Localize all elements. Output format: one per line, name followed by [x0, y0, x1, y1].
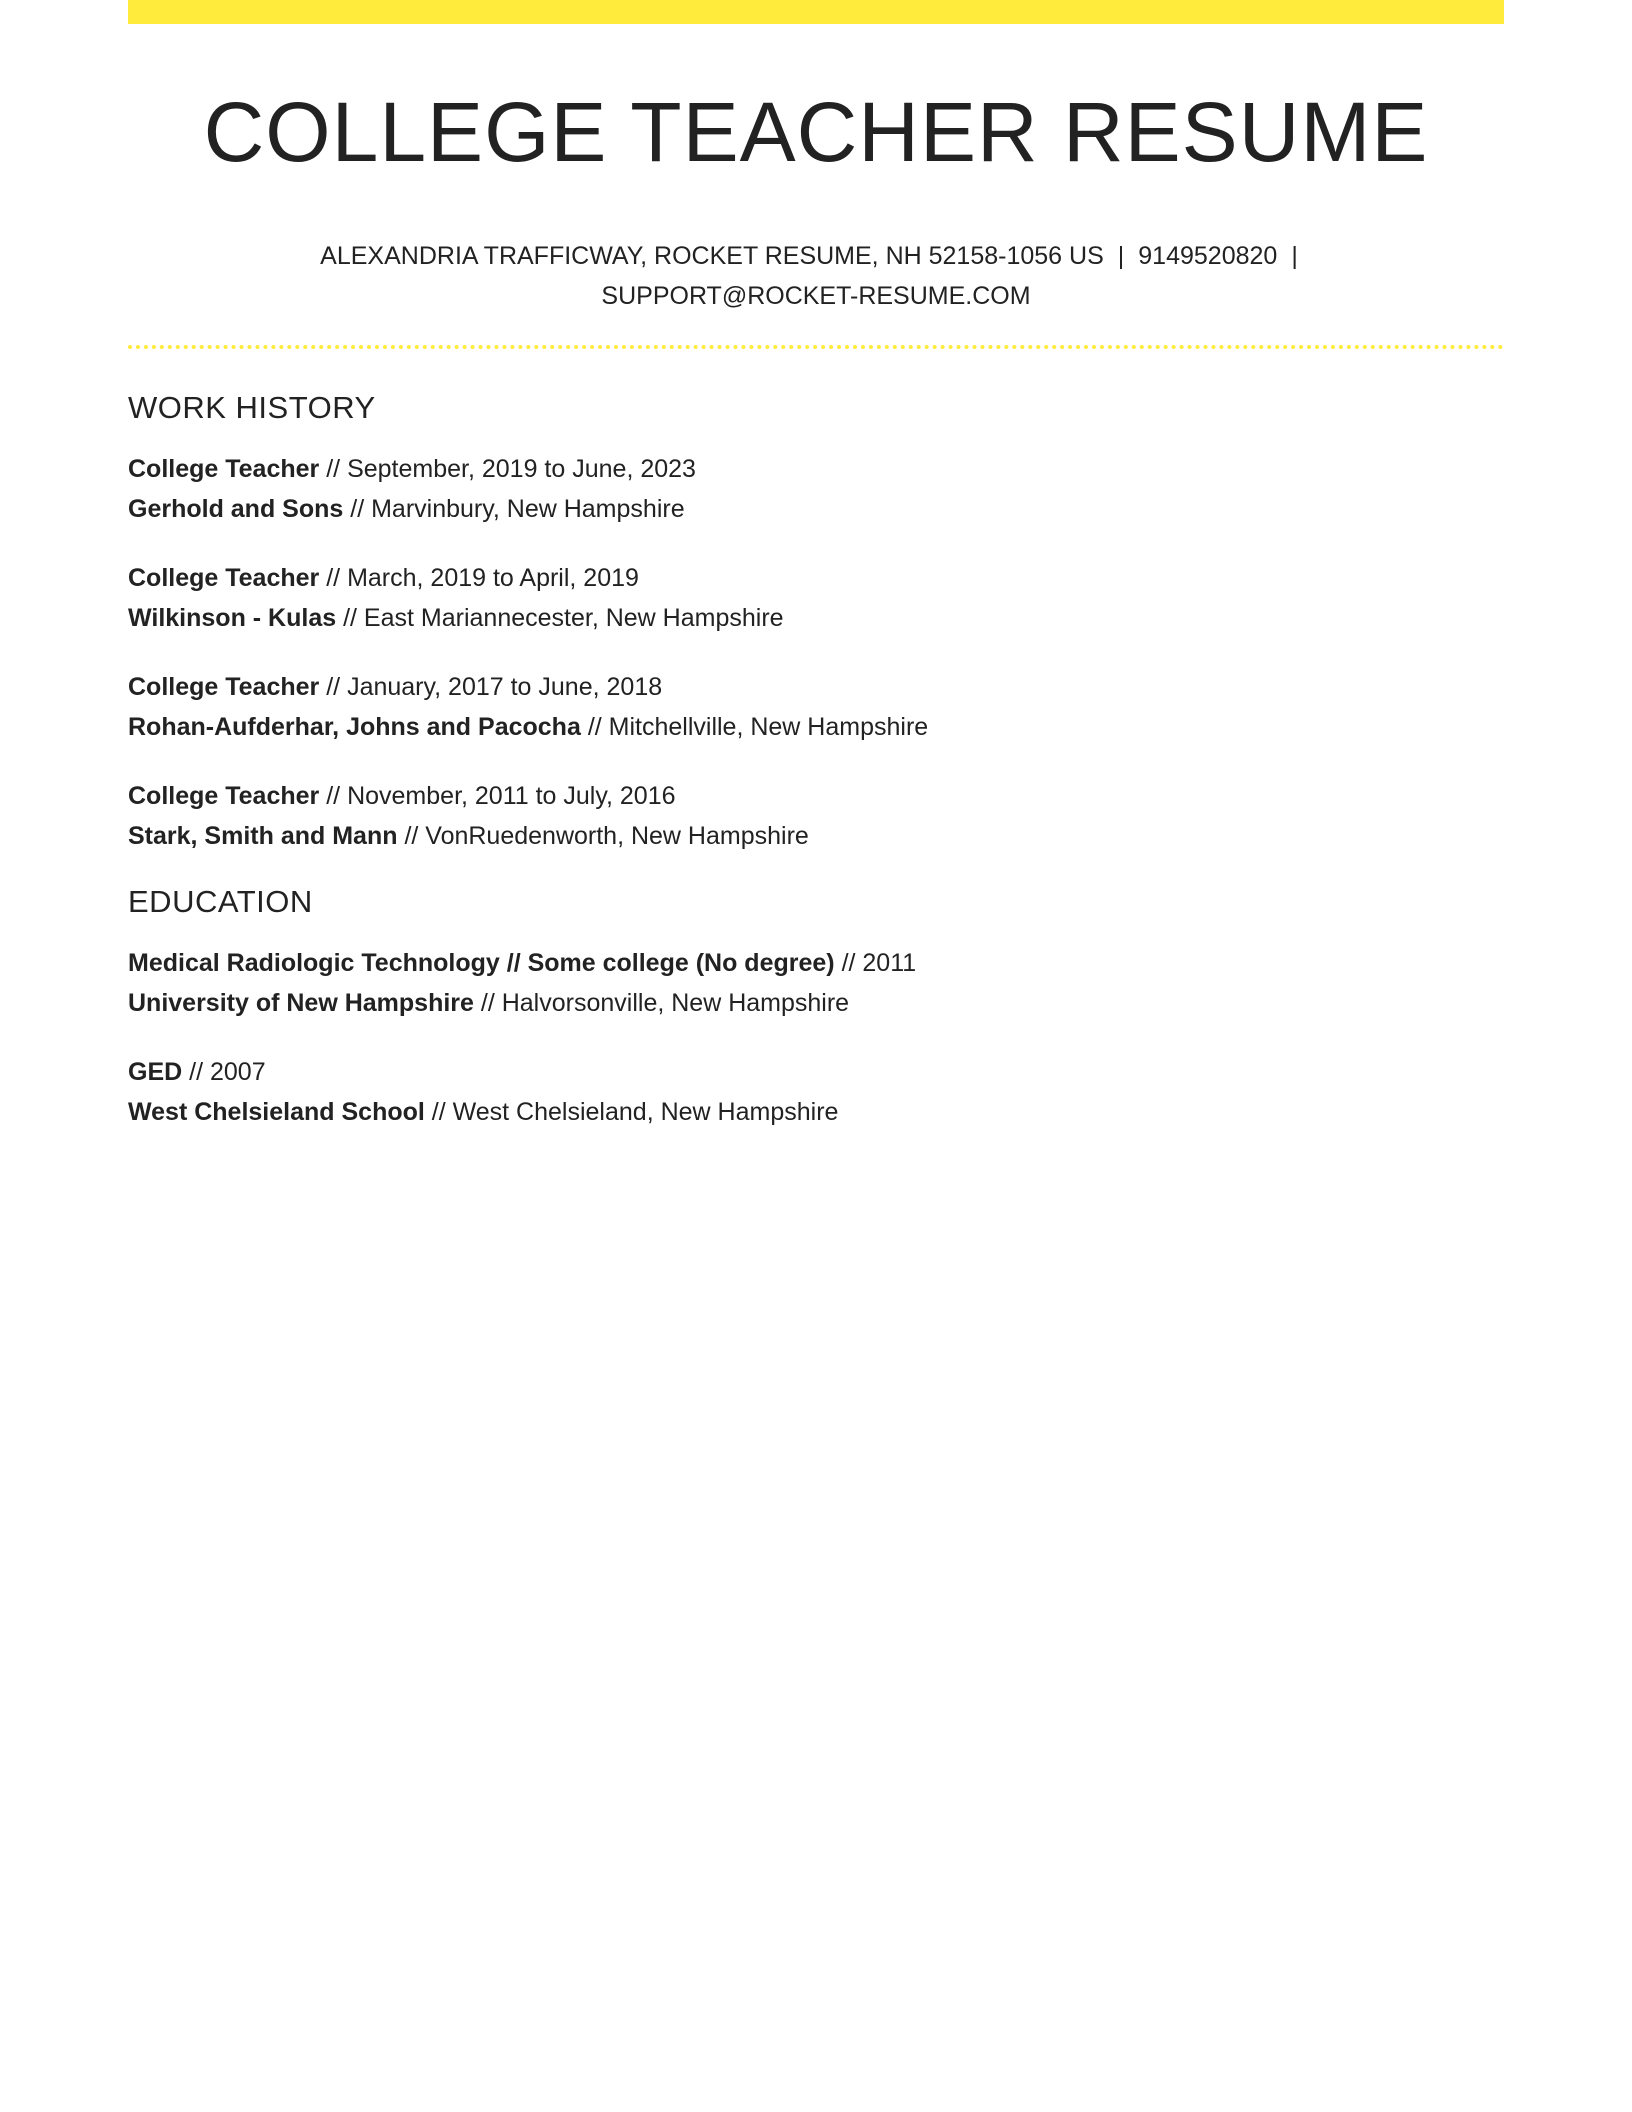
job-title: College Teacher	[128, 455, 320, 483]
work-entry	[128, 667, 1504, 747]
degree-year: // 2007	[189, 1058, 266, 1086]
header-divider	[128, 345, 1504, 349]
company-name: Gerhold and Sons	[128, 495, 344, 523]
company-location: // Mitchellville, New Hampshire	[587, 713, 929, 741]
company-name: Wilkinson - Kulas	[128, 604, 337, 632]
job-title: College Teacher	[128, 782, 320, 810]
company-location: // Marvinbury, New Hampshire	[350, 495, 685, 523]
degree-name: Medical Radiologic Technology // Some college (No degree)	[128, 949, 835, 977]
education-heading: EDUCATION	[128, 884, 313, 919]
company-name: Rohan-Aufderhar, Johns and Pacocha	[128, 713, 581, 741]
job-title: College Teacher	[128, 564, 320, 592]
contact-separator: |	[1117, 242, 1125, 270]
job-dates: // March, 2019 to April, 2019	[326, 564, 639, 592]
school-name: University of New Hampshire	[128, 989, 474, 1017]
school-location: // Halvorsonville, New Hampshire	[480, 989, 850, 1017]
contact-info	[128, 236, 1504, 316]
work-entry	[128, 558, 1504, 638]
top-accent-bar	[128, 0, 1504, 24]
education-entry	[128, 1052, 1504, 1132]
company-location: // East Mariannecester, New Hampshire	[343, 604, 784, 632]
work-entry	[128, 776, 1504, 856]
school-name: West Chelsieland School	[128, 1098, 425, 1126]
job-dates: // September, 2019 to June, 2023	[326, 455, 696, 483]
job-dates: // January, 2017 to June, 2018	[326, 673, 663, 701]
work-entry	[128, 449, 1504, 529]
job-title: College Teacher	[128, 673, 320, 701]
work-history-heading: WORK HISTORY	[128, 390, 376, 425]
school-location: // West Chelsieland, New Hampshire	[431, 1098, 839, 1126]
company-location: // VonRuedenworth, New Hampshire	[404, 822, 809, 850]
degree-year: // 2011	[841, 949, 917, 977]
education-entry	[128, 943, 1504, 1023]
degree-name: GED	[128, 1058, 183, 1086]
job-dates: // November, 2011 to July, 2016	[326, 782, 676, 810]
contact-separator: |	[1291, 242, 1298, 270]
contact-phone: 9149520820	[1138, 242, 1278, 270]
company-name: Stark, Smith and Mann	[128, 822, 398, 850]
contact-email: SUPPORT@ROCKET-RESUME.COM	[601, 282, 1031, 310]
resume-title: COLLEGE TEACHER RESUME	[203, 85, 1429, 179]
contact-address: ALEXANDRIA TRAFFICWAY, ROCKET RESUME, NH 52158-1056 US	[320, 242, 1104, 270]
